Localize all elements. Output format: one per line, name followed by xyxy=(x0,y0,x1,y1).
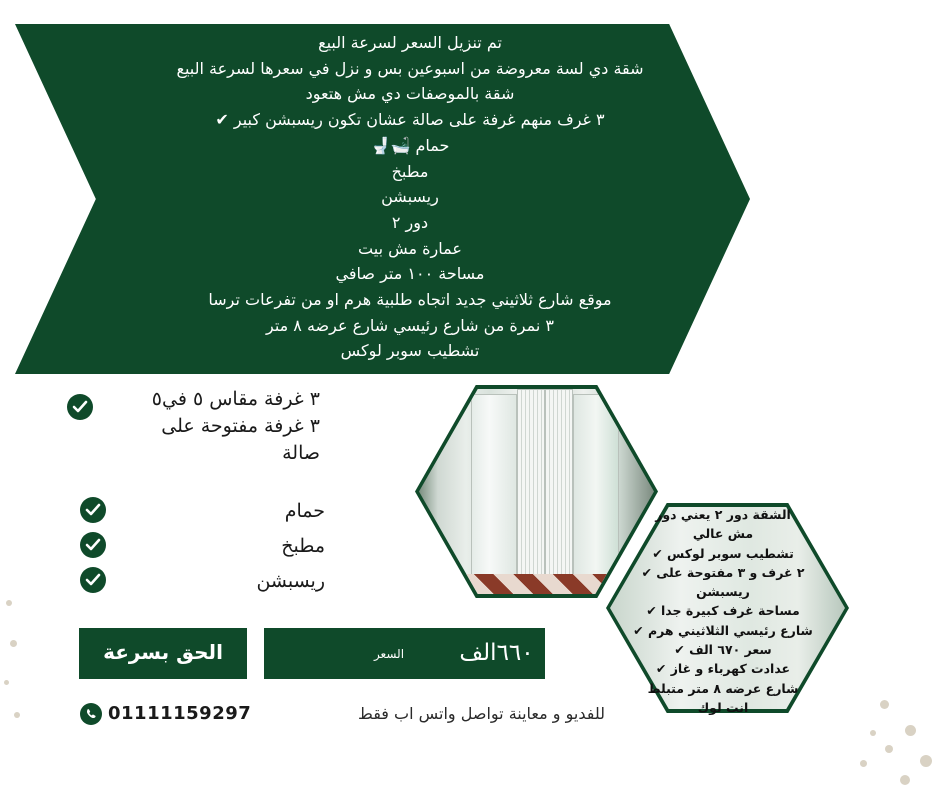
door-panel xyxy=(573,394,619,581)
info-line: مش عالي xyxy=(692,526,754,542)
decor-dot xyxy=(10,640,17,647)
decor-dot xyxy=(870,730,876,736)
info-line: تشطيب سوبر لوكس ✔ xyxy=(652,545,794,561)
whatsapp-phone-icon[interactable] xyxy=(80,703,102,725)
check-circle-icon xyxy=(80,532,106,558)
banner-line: تم تنزيل السعر لسرعة البيع xyxy=(318,33,502,52)
phone-number[interactable]: 01111159297 xyxy=(108,703,252,724)
rooms-line-2: ٣ غرفة مفتوحة على xyxy=(161,415,320,437)
decor-dot xyxy=(905,725,916,736)
hurry-button-label: الحق بسرعة xyxy=(103,640,223,664)
contact-note: للفديو و معاينة تواصل واتس اب فقط xyxy=(358,704,605,723)
info-line: انت لوك xyxy=(697,699,749,715)
rooms-line-3: صالة xyxy=(282,442,320,464)
door-panel xyxy=(517,389,545,581)
hurry-button[interactable] xyxy=(79,628,247,679)
banner-line: موقع شارع ثلاثيني جديد اتجاه طلبية هرم او من تفرعات ترسا xyxy=(208,290,612,310)
banner-line: مساحة ١٠٠ متر صافي xyxy=(335,264,485,284)
banner-line: ٣ غرف منهم غرفة على صالة عشان تكون ريسبشن كبير ✔ xyxy=(215,110,605,130)
banner-line: ٣ نمرة من شارع رئيسي شارع عرضه ٨ متر xyxy=(265,315,555,335)
info-line: ريسبشن xyxy=(696,584,750,600)
check-circle-icon xyxy=(80,497,106,523)
banner-text xyxy=(90,30,730,364)
banner-line: دور ٢ xyxy=(391,212,429,232)
door-panel xyxy=(471,394,517,581)
decor-dot xyxy=(4,680,9,685)
banner-line: شقة بالموصفات دي مش هتعود xyxy=(305,84,515,104)
banner-line: ريسبشن xyxy=(381,187,439,207)
decor-dot xyxy=(880,700,889,709)
decor-dot xyxy=(14,712,20,718)
price-value: ٦٦٠الف xyxy=(459,640,534,666)
check-circle-icon xyxy=(80,567,106,593)
banner-line: مطبخ xyxy=(391,161,429,181)
price-label: السعر xyxy=(373,647,405,661)
info-line: شارع عرضه ٨ متر متبلط xyxy=(647,680,799,696)
bathroom-feature: حمام xyxy=(284,500,325,522)
decor-dot xyxy=(885,745,893,753)
kitchen-feature: مطبخ xyxy=(281,535,325,557)
apartment-photo xyxy=(419,389,654,594)
reception-feature: ريسبشن xyxy=(256,570,325,592)
info-line: مساحة غرف كبيرة جدا ✔ xyxy=(646,603,800,619)
price-box xyxy=(264,628,545,679)
rooms-line-1: ٣ غرفة مقاس ٥ في٥ xyxy=(151,388,320,410)
info-line: سعر ٦٧٠ الف ✔ xyxy=(674,642,772,658)
check-circle-icon xyxy=(67,394,93,420)
info-line: شارع رئيسي الثلاثيني هرم ✔ xyxy=(633,622,813,638)
info-line: الشقة دور ٢ يعني دور xyxy=(655,507,791,522)
banner-line: حمام 🛁🚽 xyxy=(370,135,450,155)
decor-dot xyxy=(920,755,932,767)
decor-dot xyxy=(6,600,12,606)
decor-dot xyxy=(900,775,910,785)
rooms-feature xyxy=(100,386,320,467)
banner-line: عمارة مش بيت xyxy=(358,238,462,258)
info-line: عدادت كهرباء و غاز ✔ xyxy=(655,661,791,677)
door-panel xyxy=(545,389,573,581)
info-line: ٢ غرف و ٣ مفتوحة على ✔ xyxy=(641,564,805,580)
banner-line: شقة دي لسة معروضة من اسبوعين بس و نزل في سعرها لسرعة البيع xyxy=(176,58,644,78)
banner-line: تشطيب سوبر لوكس xyxy=(340,341,480,361)
info-hexagon-text xyxy=(628,505,818,717)
decor-dot xyxy=(860,760,867,767)
